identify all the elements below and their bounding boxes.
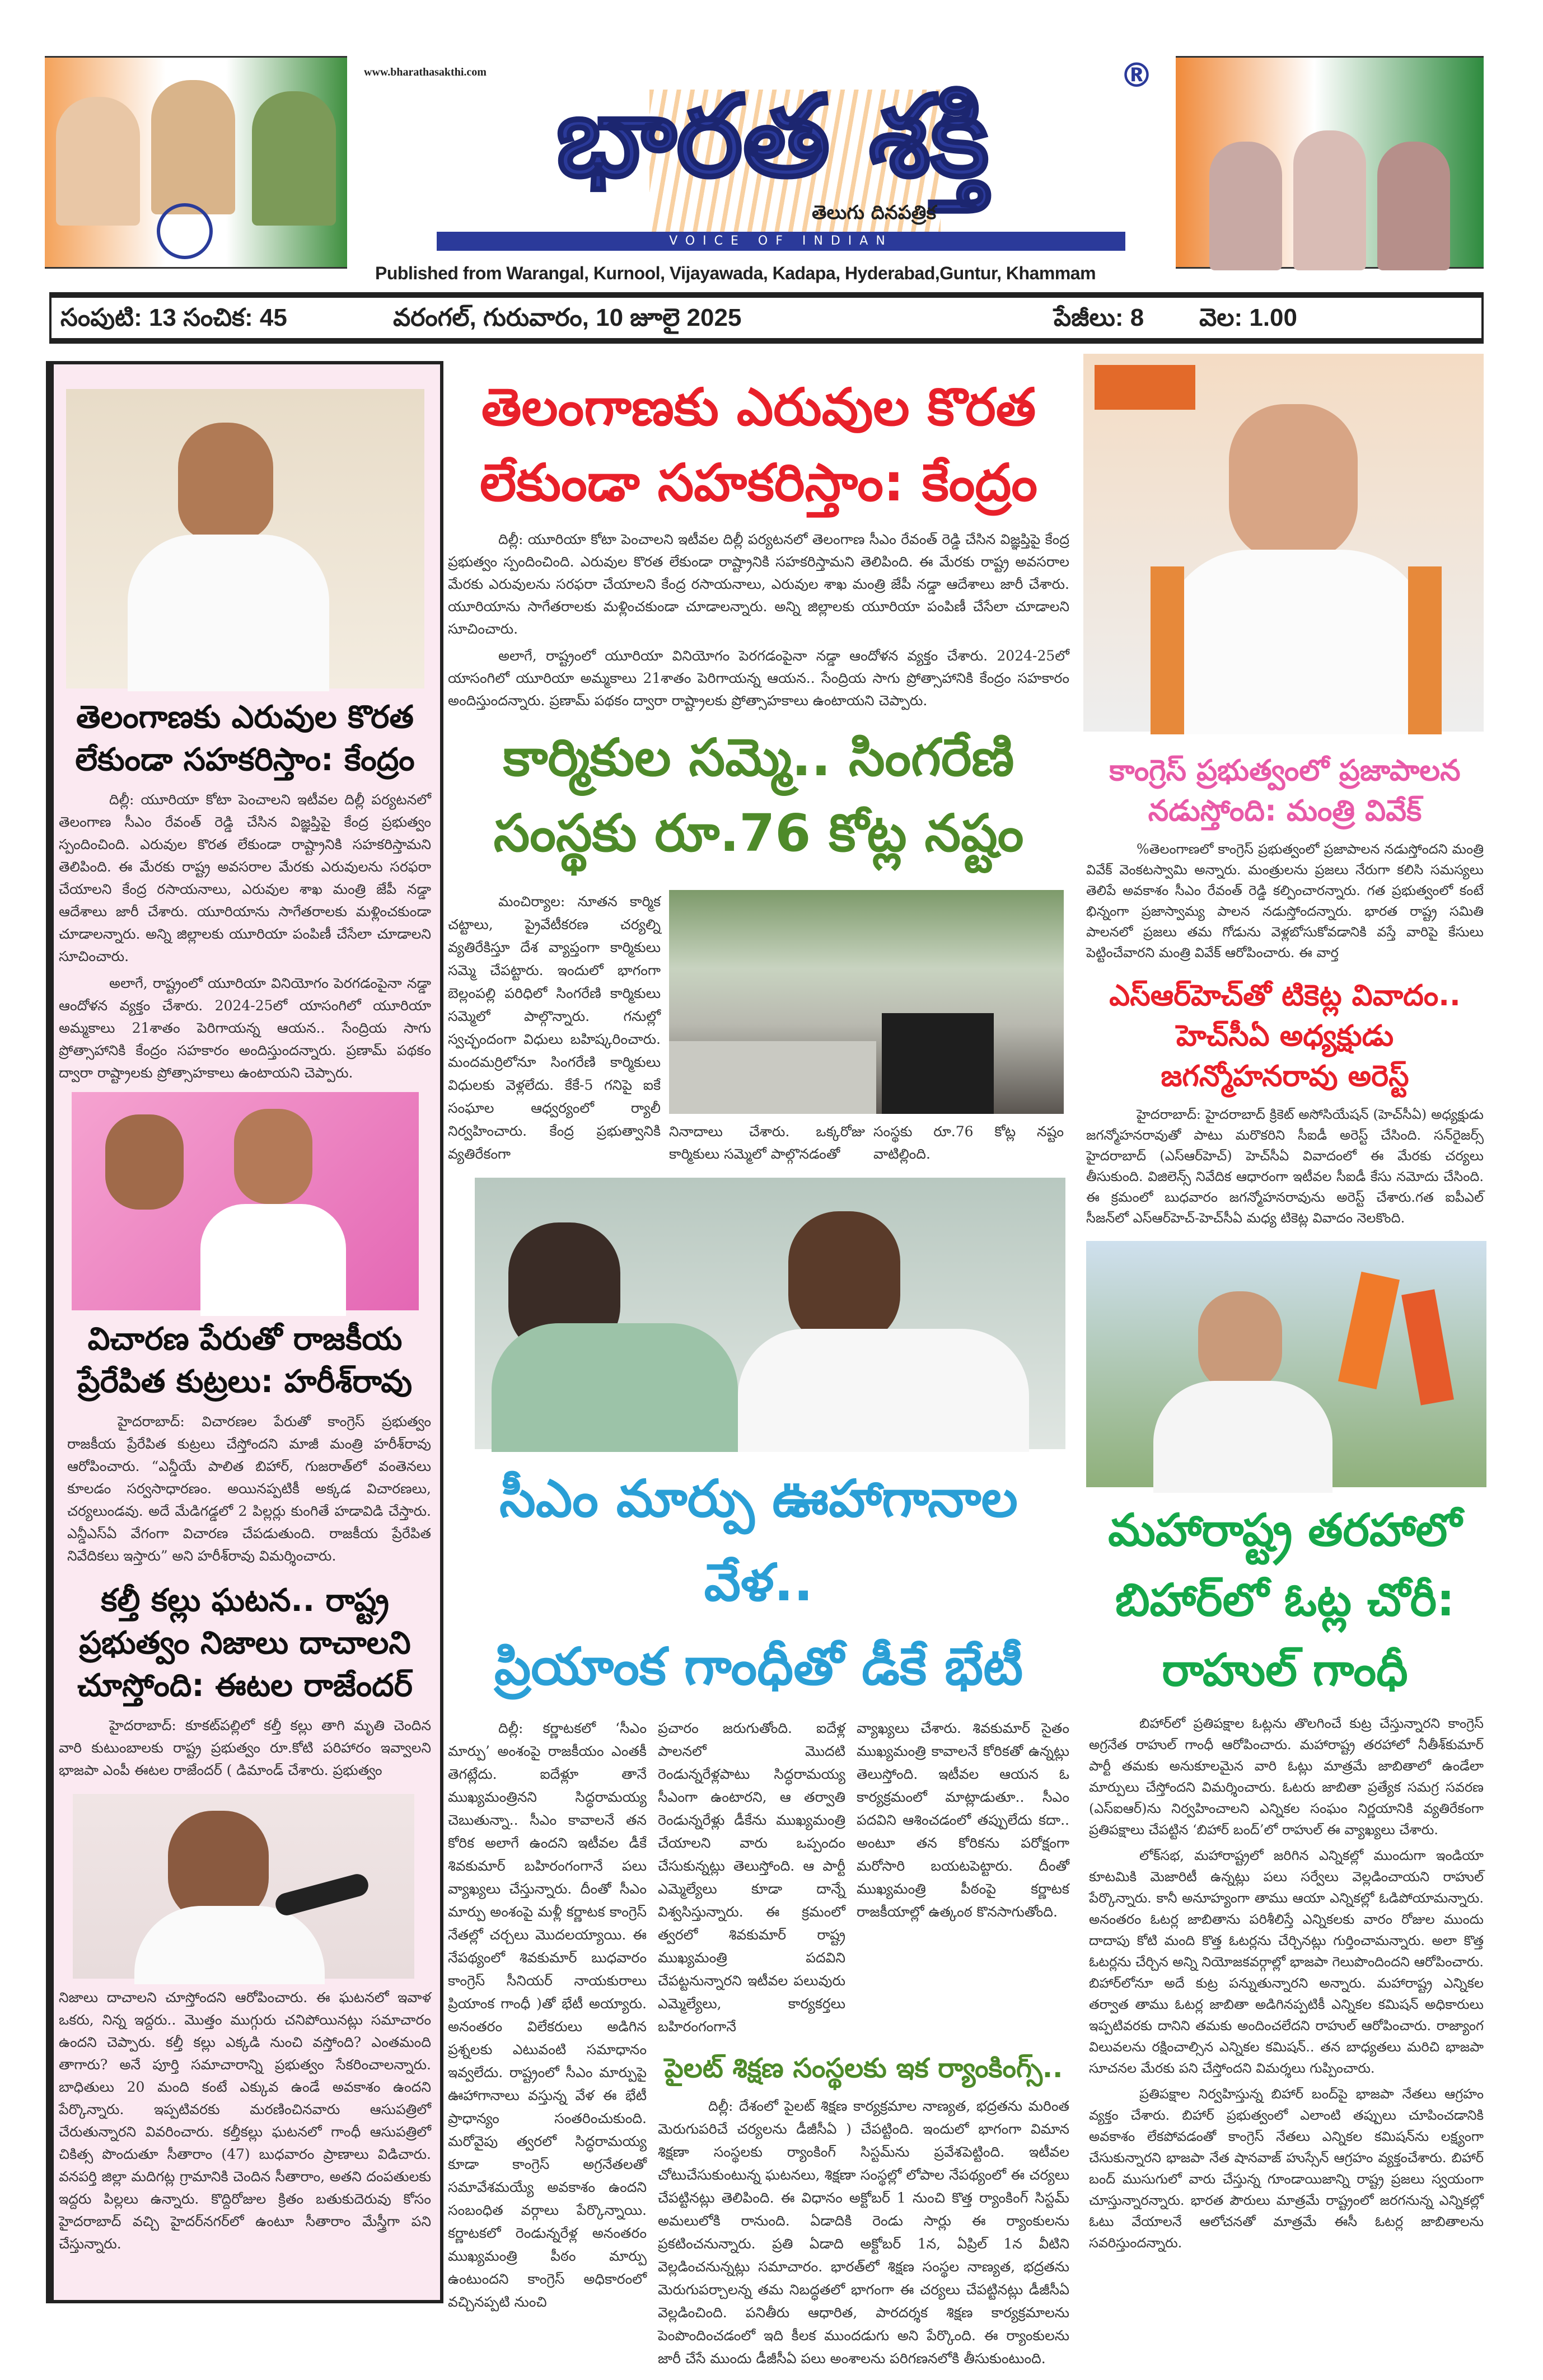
logo-text: భారత శక్తి [556, 72, 989, 202]
rahul-body: బిహార్‌లో ప్రతిపక్షాల ఓట్లను తొలగించే కుట్ర చేస్తున్నారని కాంగ్రెస్ అగ్రనేత రాహుల్ గాంధీ ఆరోపించారు. మహారాష్ట్ర తరహాలో నీతీశ్‌కుమార్ పార్టీ తమకు అనుకూలమైన వారి ఓట్లు మాత్రమే జాబితాలో ఉండేలా మార్పులు చేస్తోందని విమర్శించారు. ఓటరు జాబితా ప్రత్యేక సమగ్ర సవరణ (ఎస్ఐఆర్)ను నిర్వహించాలని ఎన్నికల సంఘం నిర్ణయానికి వ్యతిరేకంగా ప్రతిపక్షాలు చేపట్టిన ‘బిహార్ బంద్’లో రాహుల్ ఈ వ్యాఖ్యలు చేశారు. లోక్‌సభ, మహారాష్ట్రలో జరిగిన ఎన్నికల్లో ముందుగా ఇండియా కూటమికి మెజారిటీ ఉన్నట్లు పలు సర్వేలు వెల్లడించాయని రాహుల్ పేర్కొన్నారు. కానీ అనూహ్యంగా తాము ఆయా ఎన్నికల్లో ఓడిపోయామన్నారు. అనంతరం ఓటర్ల జాబితాను పరిశీలిస్తే ఎన్నికలకు వారం రోజుల ముందు దాదాపు కోటి మంది కొత్త ఓటర్లను చేర్చినట్లు గుర్తించామన్నారు. అలా కొత్త ఓటర్లను చేర్చిన అన్ని నియోజకవర్గాల్లో భాజపా గెలుపొందిందని ఆరోపించారు. బిహార్‌లోనూ అదే కుట్ర పన్నుతున్నారని అన్నారు. మహారాష్ట్ర ఎన్నికల తర్వాత తాము ఓటర్ల జాబితా అడిగినప్పటికీ ఎన్నికల కమిషన్ అధికారులు ఇప్పటివరకు దానిని తమకు అందించలేదని రాహుల్ ఆరోపించారు. రాజ్యాంగ విలువలను రక్షించాల్సిన ఎన్నికల కమిషన్.. తన బాధ్యతలు మరిచి భాజపా సూచనల మేరకు పని చేస్తోందని విమర్శలు గుప్పించారు. ప్రతిపక్షాల నిర్వహిస్తున్న బిహార్ బంద్‌పై భాజపా నేతలు ఆగ్రహం వ్యక్తం చేశారు. బిహార్ ప్రభుత్వంలో ఎలాంటి తప్పులు చూపించడానికి అవకాశం లేకపోవడంతో కాంగ్రెస్ నేతలు ఎన్నికల కమిషన్‌ను లక్ష్యంగా చేసుకున్నారని భాజపా నేత షానవాజ్ హుస్సేన్ ఆగ్రహం వ్యక్తంచేశారు. బిహార్ బంద్ ముసుగులో వారు చేస్తున్న గూండాయిజాన్ని రాష్ట్ర ప్రజలు స్వయంగా చూస్తున్నారన్నారు. భారత పౌరులు మాత్రమే రాష్ట్రంలో జరగనున్న ఎన్నికల్లో ఓటు వేయాలనే ఆలోచనతో మాత్రమే ఈసీ ఓటర్ల జాబితాలను సవరిస్తుందన్నారు. [1089, 1716, 1484, 2251]
microphone-icon [273, 1872, 371, 1918]
dk-body-col2: ప్రచారం జరుగుతోంది. ఐదేళ్ల పాలనలో మొదటి రెండున్నరేళ్లపాటు సిద్ధరామయ్య సీఎంగా ఉంటారని, ఆ తర్వాతి రెండున్నరేళ్లు డీకేను ముఖ్యమంత్రి చేయాలని వారు ఒప్పందం చేసుకున్నట్లు తెలుస్తోంది. ఆ పార్టీ ఎమ్మెల్యేలు కూడా దాన్నే విశ్వసిస్తున్నారు. ఈ క్రమంలో త్వరలో శివకుమార్ రాష్ట్ర ముఖ్యమంత్రి పదవిని చేపట్టనున్నారని ఇటీవల పలువురు ఎమ్మెల్యేలు, కార్యకర్తలు బహిరంగంగానే [658, 1720, 845, 2035]
hca-headline: ఎస్ఆర్‌హెచ్‌తో టికెట్ల వివాదం.. హెచ్‌సీఏ అధ్యక్షుడు జగన్మోహనరావు అరెస్ట్ [1109, 979, 1461, 1093]
dk-headline: సీఎం మార్పు ఊహాగానాల వేళ.. ప్రియాంక గాంధీతో డీకే భేటీ [494, 1469, 1023, 1697]
lead-headline: తెలంగాణకు ఎరువుల కొరత లేకుండా సహకరిస్తాం: కేంద్రం [479, 377, 1037, 513]
dk-row [448, 1717, 1069, 2367]
masthead-freedom-fighters-image-right [1176, 56, 1484, 269]
rahul-headline: మహారాష్ట్ర తరహాలో బిహార్‌లో ఓట్ల చోరీ: రాహుల్ గాంధీ [1108, 1504, 1462, 1696]
pilot-body: దిల్లీ: దేశంలో పైలట్ శిక్షణ కార్యక్రమాల నాణ్యత, భద్రతను మరింత మెరుగుపరిచే చర్యలను డీజీసీఏ ) చేపట్టింది. ఇందులో భాగంగా విమాన శిక్షణా సంస్థలకు ర్యాంకింగ్ సిస్టమ్‌ను ప్రవేశపెట్టింది. ఇటీవల చోటుచేసుకుంటున్న ఘటనలు, శిక్షణా సంస్థల్లో లోపాల నేపథ్యంలో ఈ చర్యలు చేపట్టినట్లు తెలిపింది. ఈ విధానం అక్టోబర్ 1 నుంచి కొత్త ర్యాంకింగ్ సిస్టమ్ అమలులోకి రానుంది. ఏడాదికి రెండు సార్లు ఈ ర్యాంకులను ప్రకటించనున్నారు. ప్రతి ఏడాది అక్టోబర్ 1న, ఏప్రిల్ 1న వీటిని వెల్లడించనున్నట్లు సమాచారం. భారత్‌లో శిక్షణ సంస్థల నాణ్యత, భద్రతను మెరుగుపర్చాలన్న తమ నిబద్ధతలో భాగంగా ఈ చర్యలు చేపట్టినట్లు డీజీసీఏ వెల్లడించింది. పనితీరు ఆధారిత, పారదర్శక శిక్షణ కార్యక్రమాలను పెంపొందించడంలో ఇది కీలక ముందడుగు అని పేర్కొంది. ఈ ర్యాంకులను జారీ చేసే ముందు డీజీసీఏ పలు అంశాలను పరిగణనలోకి తీసుకుంటుంది. [658, 2097, 1069, 2367]
singareni-headline: కార్మికుల సమ్మె.. సింగరేణి సంస్థకు రూ.76 కోట్ల నష్టం [493, 728, 1024, 863]
sidebar-body-etela-continued: నిజాలు దాచాలని చూస్తోందని ఆరోపించారు. ఈ ఘటనలో ఇవాళ ఒకరు, నిన్న ఇద్దరు.. మొత్తం ముగ్గురు చనిపోయినట్లు సమాచారం ఉందని చెప్పారు. కల్తీ కల్లు ఎక్కడి నుంచి వస్తోంది? ఎంతమంది తాగారు? అనే పూర్తి సమాచారాన్ని ప్రభుత్వం సేకరించాలన్నారు. బాధితులు 20 మంది కంటే ఎక్కువ ఉండే అవకాశం ఉందని పేర్కొన్నారు. ఇప్పటివరకు మరణించినవారు ఆసుపత్రిలో చేరుతున్నారని వివరించారు. కల్తీకల్లు ఘటనలో గాంధీ ఆసుపత్రిలో చికిత్స పొందుతూ సీతారాం (47) బుధవారం ప్రాణాలు విడిచారు. వనపర్తి జిల్లా మదిగట్ల గ్రామానికి చెందిన సీతారాం, అతని దంపతులకు ఇద్దరు పిల్లలు ఉన్నారు. కొద్దిరోజుల క్రితం బతుకుదెరువు కోసం హైదరాబాద్ వచ్చి హైదర్‌నగర్‌లో ఉంటూ సీతారాం మేస్త్రీగా పని చేస్తున్నారు. [59, 1989, 431, 2252]
vivek-headline: కాంగ్రెస్ ప్రభుత్వంలో ప్రజాపాలన నడుస్తోంది: మంత్రి వివేక్ [1109, 754, 1461, 828]
rahul-gandhi-photo [1086, 1241, 1486, 1487]
singareni-row [448, 890, 1069, 1170]
volume-issue: సంపుటి: 13 సంచిక: 45 [60, 304, 287, 331]
tagline: తెలుగు దినపత్రిక [812, 202, 937, 224]
singareni-body-right: సంస్థకు రూ.76 కోట్ల నష్టం వాటిల్లింది. [873, 1123, 1064, 1162]
voice-of-indian-bar: VOICE OF INDIAN [437, 232, 1125, 251]
dk-body-col3: వ్యాఖ్యలు చేశారు. శివకుమార్ సైతం ముఖ్యమంత్రి కావాలనే కోరికతో ఉన్నట్లు తెలుస్తోంది. ఇటీవల ఆయన ఓ కార్యక్రమంలో మాట్లాడుతూ.. సీఎం పదవిని ఆశించడంలో తప్పులేదు కదా.. అంటూ తన కోరికను పరోక్షంగా మరోసారి బయటపెట్టారు. దీంతో ముఖ్యమంత్రి పీఠంపై కర్ణాటక రాజకీయాల్లో ఉత్కంఠ కొనసాగుతోంది. [857, 1720, 1069, 1920]
dk-body-col1: దిల్లీ: కర్ణాటకలో ‘సీఎం మార్పు’ అంశంపై రాజకీయం ఎంతకీ తెగట్లేదు. ఐదేళ్లూ తానే ముఖ్యమంత్రినని సిద్ధరామయ్య చెబుతున్నా.. సీఎం కావాలనే తన కోరిక అలాగే ఉందని ఇటీవల డీకే శివకుమార్ బహిరంగంగానే పలు వ్యాఖ్యలు చేస్తున్నారు. దీంతో సీఎం మార్పు అంశంపై మళ్లీ కర్ణాటక కాంగ్రెస్ నేతల్లో చర్చలు మొదలయ్యాయి. ఈ నేపథ్యంలో శివకుమార్ బుధవారం కాంగ్రెస్ సీనియర్ నాయకురాలు ప్రియాంక గాంధీ )తో భేటీ అయ్యారు. అనంతరం విలేకరులు అడిగిన ప్రశ్నలకు ఎటువంటి సమాధానం ఇవ్వలేదు. రాష్ట్రంలో సీఎం మార్పుపై ఊహాగానాలు వస్తున్న వేళ ఈ భేటీ ప్రాధాన్యం సంతరించుకుంది. మరోవైపు త్వరలో సిద్ధరామయ్య కూడా కాంగ్రెస్ అగ్రనేతలతో సమావేశమయ్యే అవకాశం ఉందని సంబంధిత వర్గాలు పేర్కొన్నాయి. కర్ణాటకలో రెండున్నరేళ్ల అనంతరం ముఖ్యమంత్రి పీఠం మార్పు ఉంటుందని కాంగ్రెస్ అధికారంలో వచ్చినప్పటి నుంచి [448, 1720, 647, 2310]
issue-info-bar [49, 292, 1484, 344]
singareni-body-left: మంచిర్యాల: నూతన కార్మిక చట్టాలు, ప్రైవేటీకరణ చర్యల్ని వ్యతిరేకిస్తూ దేశ వ్యాప్తంగా కార్మికులు సమ్మె చేపట్టారు. ఇందులో భాగంగా బెల్లంపల్లి పరిధిలో సింగరేణి కార్మికులు సమ్మెలో పాల్గొన్నారు. గనుల్లో స్వచ్ఛందంగా విధులు బహిష్కరించారు. మందమర్రిలోనూ సింగరేణి కార్మికులు విధులకు వెళ్లలేదు. కేకే-5 గనిపై ఐకే సంఘాల ఆధ్వర్యంలో ర్యాలీ నిర్వహించారు. కేంద్ర ప్రభుత్వానికి వ్యతిరేకంగా [448, 893, 661, 1162]
right-column [1083, 354, 1486, 2306]
sidebar-headline-fertilizer: తెలంగాణకు ఎరువుల కొరత లేకుండా సహకరిస్తాం: కేంద్రం [75, 699, 415, 778]
newspaper-logo [426, 56, 1153, 257]
vivek-body: %తెలంగాణలో కాంగ్రెస్ ప్రభుత్వంలో ప్రజాపాలన నడుస్తోందని మంత్రి వివేక్ వెంకటస్వామి అన్నారు. మంత్రులను ప్రజలు నేరుగా కలిసి సమస్యలు తెలిపే అవకాశం సీఎం రేవంత్ రెడ్డి కల్పించారన్నారు. గత ప్రభుత్వంలో కంటే భిన్నంగా ప్రజాస్వామ్య పాలన నడుస్తోందన్నారు. భారత రాష్ట్ర సమితి పాలనలో ప్రజలు తమ గోడును వెళ్లబోసుకోవడానికి వస్తే వారిపై కేసులు పెట్టించేవారని మంత్రి వివేక్ ఆరోపించారు. ఈ వార్త [1086, 841, 1484, 961]
jp-nadda-photo [1083, 354, 1484, 732]
sidebar-content [59, 389, 431, 2295]
revanth-reddy-photo [66, 389, 424, 688]
mine-entrance [882, 1013, 994, 1114]
masthead-leaders-image-left [45, 56, 347, 269]
etela-rajender-photo [73, 1794, 414, 1979]
published-from: Published from Warangal, Kurnool, Vijayawada, Kadapa, Hyderabad,Guntur, Khammam [375, 263, 1096, 283]
place-date: వరంగల్, గురువారం, 10 జూలై 2025 [393, 304, 742, 331]
priyanka-dk-photo [475, 1178, 1065, 1449]
sidebar-body-etela-lead: హైదరాబాద్: కూకట్‌పల్లిలో కల్తీ కల్లు తాగి మృతి చెందిన వారి కుటుంబాలకు రాష్ట్ర ప్రభుత్వం రూ.కోటి పరిహారం ఇవ్వాలని భాజపా ఎంపీ ఈటల రాజేందర్ ( డిమాండ్ చేశారు. ప్రభుత్వం [59, 1717, 431, 1779]
lead-story-body: దిల్లీ: యూరియా కోటా పెంచాలని ఇటీవల దిల్లీ పర్యటనలో తెలంగాణ సీఎం రేవంత్ రెడ్డి చేసిన విజ్ఞప్తిపై కేంద్ర ప్రభుత్వం స్పందించింది. ఎరువుల కొరత లేకుండా రాష్ట్రానికి సహకరిస్తామని తెలిపింది. ఈ మేరకు రాష్ట్ర అవసరాల మేరకు ఎరువులను సరఫరా చేయాలని కేంద్ర రసాయనాలు, ఎరువుల శాఖ మంత్రి జేపీ నడ్డా ఆదేశాలు జారీ చేశారు. యూరియాను సాగేతరాలకు మళ్లించకుండా చూడాలన్నారు. అన్ని జిల్లాలకు యూరియా పంపిణీ చేసేలా చూడాలని సూచించారు. అలాగే, రాష్ట్రంలో యూరియా వినియోగం పెరగడంపైనా నడ్డా ఆందోళన వ్యక్తం చేశారు. 2024-25లో యాసంగిలో యూరియా అమ్మకాలు 21శాతం పెరిగాయన్న ఆయన.. సేంద్రియ సాగు ప్రోత్సాహానికి కేంద్రం సహకారం అందిస్తుందన్నారు. ప్రణామ్ పథకం ద్వారా రాష్ట్రాలకు ప్రోత్సాహకాలు ఉంటాయని చెప్పారు. [448, 531, 1069, 709]
page-count: పేజీలు: 8 [1054, 304, 1144, 331]
sidebar-body-fertilizer: దిల్లీ: యూరియా కోటా పెంచాలని ఇటీవల దిల్లీ పర్యటనలో తెలంగాణ సీఎం రేవంత్ రెడ్డి చేసిన విజ్ఞప్తిపై కేంద్ర ప్రభుత్వం స్పందించింది. ఎరువుల కొరత లేకుండా రాష్ట్రానికి సహకరిస్తామని తెలిపింది. ఈ మేరకు రాష్ట్ర అవసరాల మేరకు ఎరువులను సరఫరా చేయాలని కేంద్ర రసాయనాలు, ఎరువుల శాఖ మంత్రి జేపీ నడ్డా ఆదేశాలు జారీ చేశారు. యూరియాను సాగేతరాలకు మళ్లించకుండా చూడాలన్నారు. అన్ని జిల్లాలకు యూరియా పంపిణీ చేసేలా చూడాలని సూచించారు. అలాగే, రాష్ట్రంలో యూరియా వినియోగం పెరగడంపైనా నడ్డా ఆందోళన వ్యక్తం చేశారు. 2024-25లో యాసంగిలో యూరియా అమ్మకాలు 21శాతం పెరిగాయన్న ఆయన.. సేంద్రియ సాగు ప్రోత్సాహానికి కేంద్రం సహకారం అందిస్తుందన్నారు. ప్రణామ్ పథకం ద్వారా రాష్ట్రాలకు ప్రోత్సాహకాలు ఉంటాయని చెప్పారు. [59, 791, 431, 1081]
singareni-mine-photo [669, 890, 1064, 1114]
website-url: www.bharathasakthi.com [364, 66, 487, 78]
harish-rao-photo [72, 1092, 419, 1310]
center-column [448, 369, 1069, 2367]
pilot-headline: పైలట్ శిక్షణ సంస్థలకు ఇక ర్యాంకింగ్స్.. [664, 2053, 1063, 2084]
registered-mark: ® [1120, 56, 1153, 95]
sidebar-headline-harish: విచారణ పేరుతో రాజకీయ ప్రేరేపిత కుట్రలు: హరీశ్‌రావు [77, 1321, 413, 1400]
sidebar-body-harish: హైదరాబాద్: విచారణల పేరుతో కాంగ్రెస్ ప్రభుత్వం రాజకీయ ప్రేరేపిత కుట్రలు చేస్తోందని మాజీ మంత్రి హరీశ్‌రావు ఆరోపించారు. “ఎన్డీయే పాలిత బిహార్, గుజరాత్‌లో వంతెనలు కూలడం సర్వసాధారణం. అయినప్పటికీ అక్కడ విచారణలు, చర్యలుండవు. అదే మేడిగడ్డలో 2 పిల్లర్లు కుంగితే హడావిడి చేస్తారు. ఎన్డీఎస్‌ఏ వేగంగా విచారణ చేపడుతుంది. రాజకీయ ప్రేరేపిత నివేదికలు ఇస్తారు” అని హరీశ్‌రావు విమర్శించారు. [67, 1413, 431, 1564]
sidebar-headline-etela: కల్తీ కల్లు ఘటన.. రాష్ట్ర ప్రభుత్వం నిజాలు దాచాలని చూస్తోంది: ఈటల రాజేందర్ [77, 1582, 413, 1704]
price: వెల: 1.00 [1199, 304, 1297, 331]
hca-body: హైదరాబాద్: హైదరాబాద్ క్రికెట్ అసోసియేషన్ (హెచ్‌సీఏ) అధ్యక్షుడు జగన్మోహనరావుతో పాటు మరొకరిని సీఐడీ అరెస్ట్ చేసింది. సన్‌రైజర్స్ హైదరాబాద్ (ఎస్ఆర్‌హెచ్) హెచ్‌సీఏ వివాదంలో ఈ మేరకు చర్యలు తీసుకుంది. విజిలెన్స్ నివేదిక ఆధారంగా ఇటీవల సీఐడీ కేసు నమోదు చేసింది. ఈ క్రమంలో బుధవారం జగన్మోహనరావును అరెస్ట్ చేశారు.గత ఐపీఎల్ సీజన్‌లో ఎస్ఆర్‌హెచ్-హెచ్‌సీఏ మధ్య టికెట్ల వివాదం నెలకొంది. [1086, 1107, 1484, 1226]
ashoka-chakra-icon [157, 203, 213, 259]
singareni-body-mid: నినాదాలు చేశారు. ఒక్కరోజు కార్మికులు సమ్మెలో పాల్గొనడంతో [669, 1123, 865, 1162]
